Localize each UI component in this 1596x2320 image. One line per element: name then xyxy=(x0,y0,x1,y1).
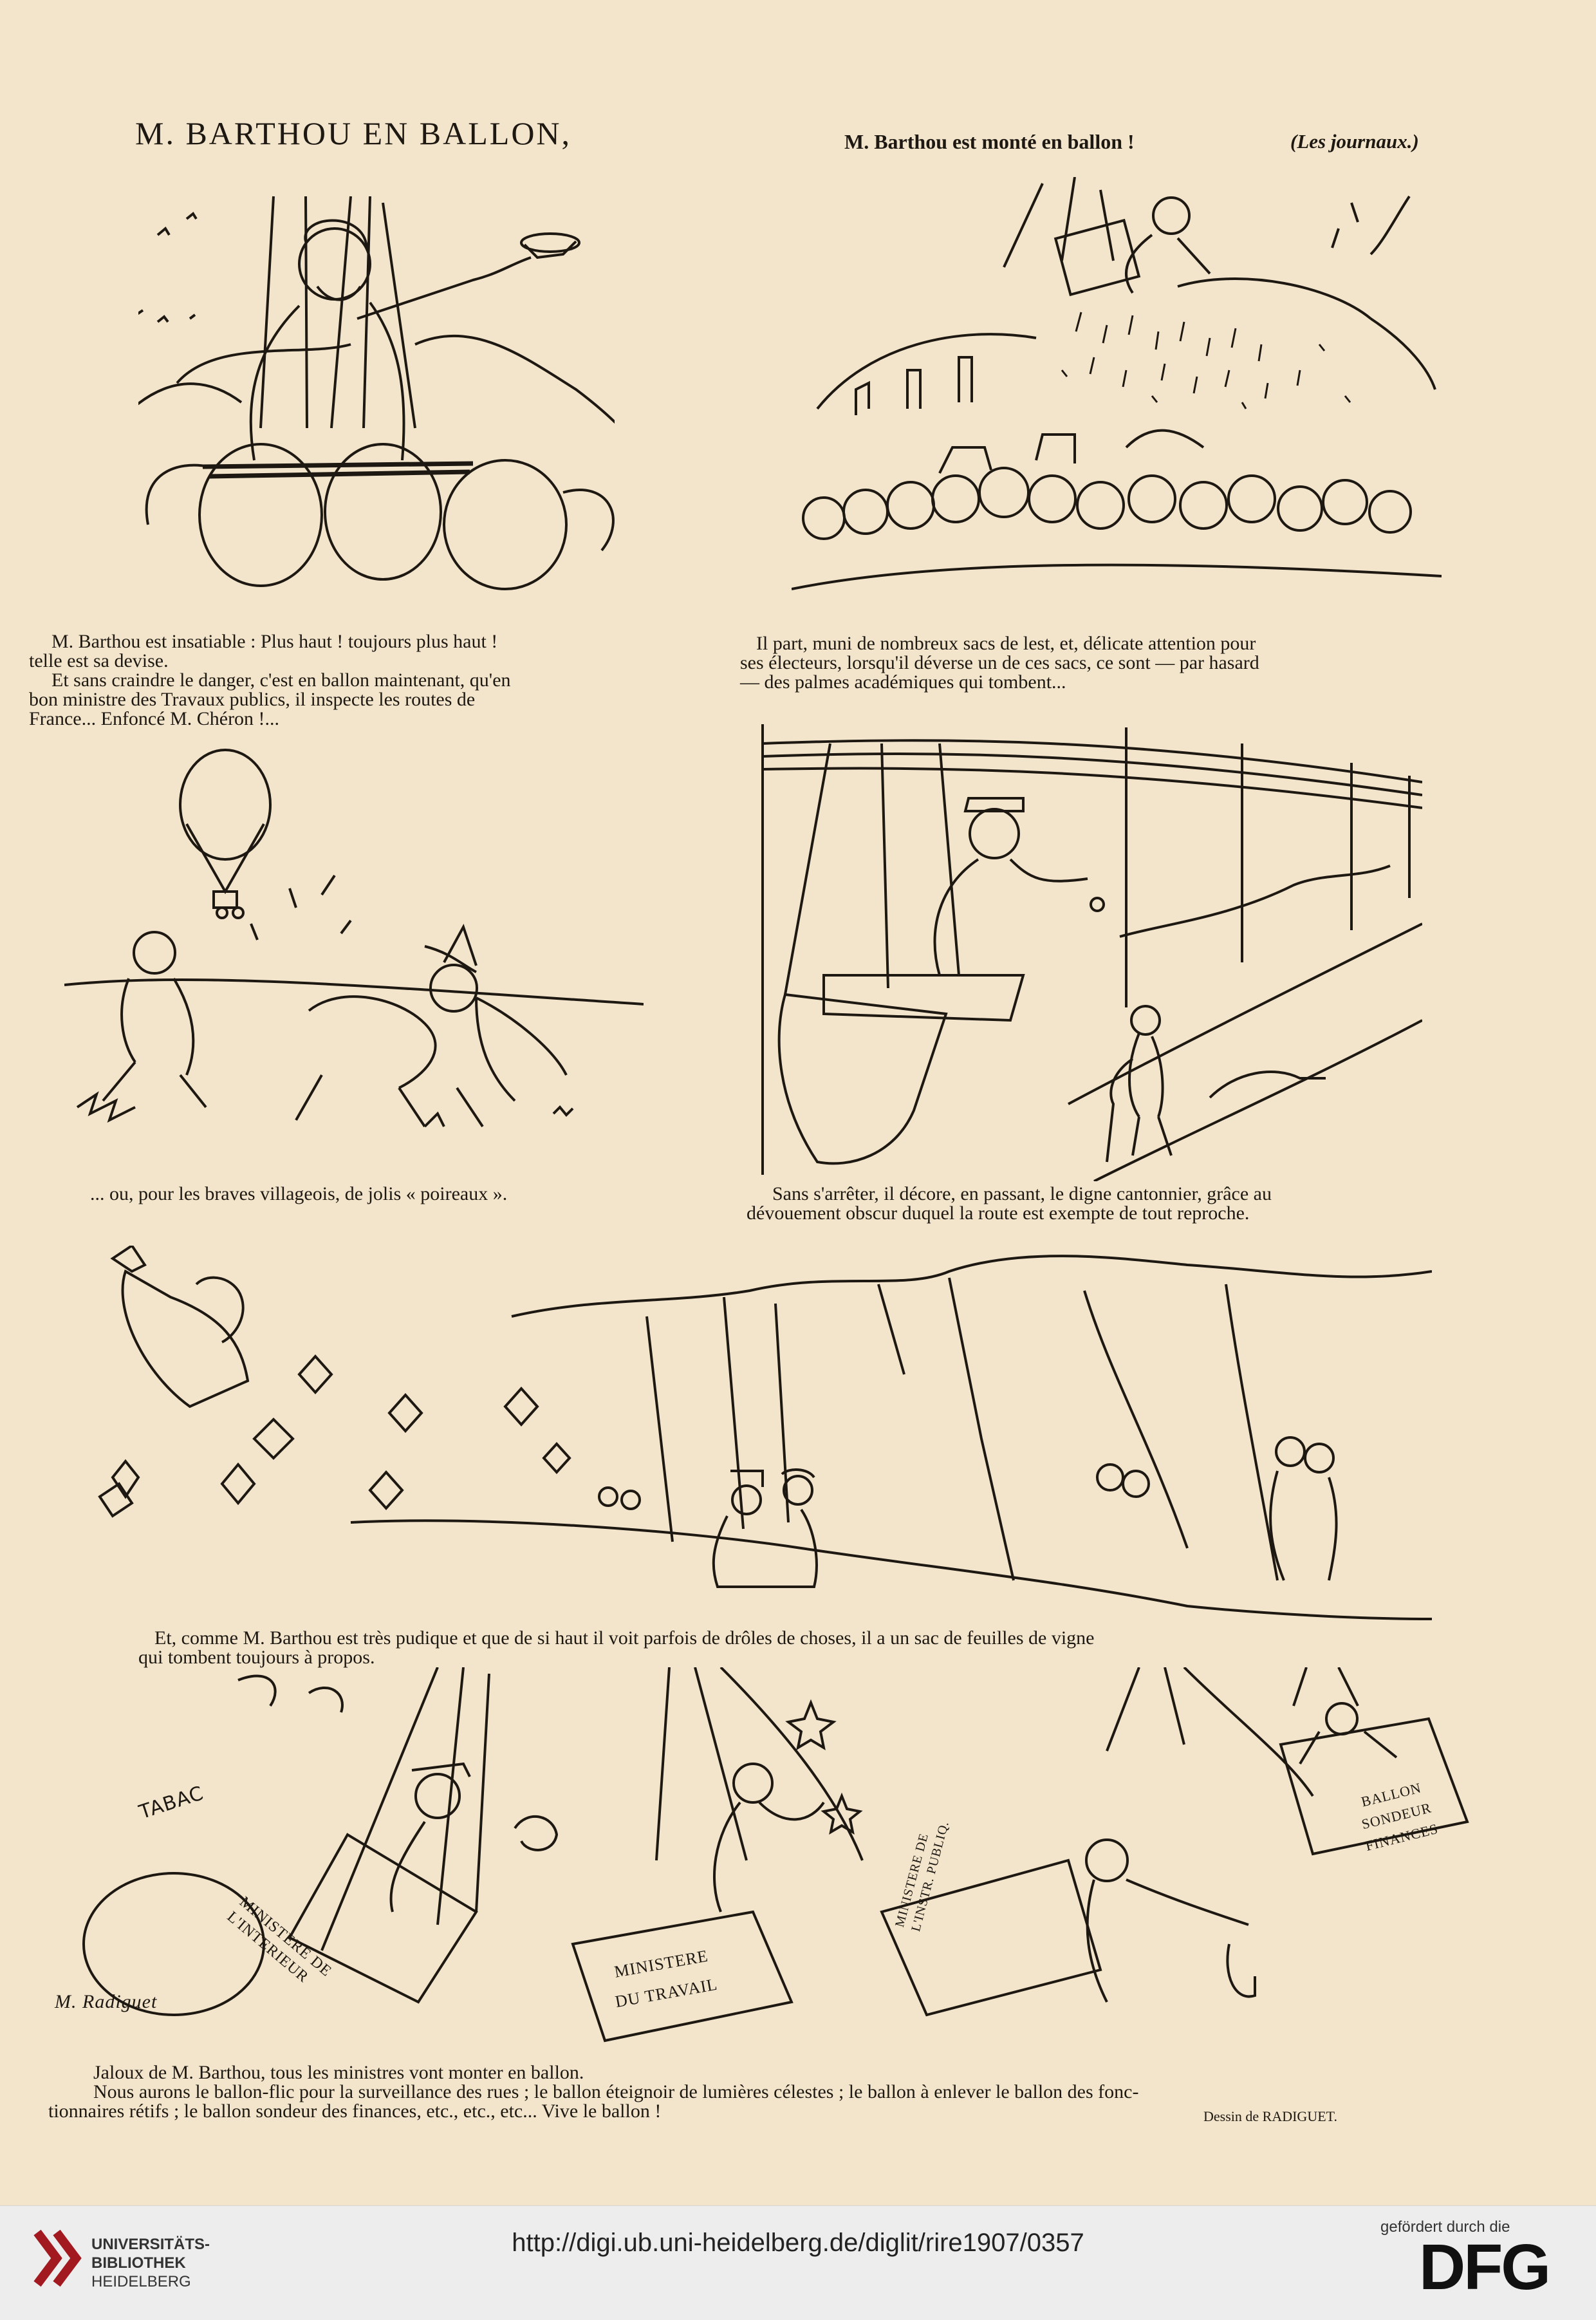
caption-panel-2 xyxy=(740,634,1403,692)
dfg-logo[interactable]: DFG xyxy=(1419,2231,1550,2303)
caption-line: Nous aurons le ballon-flic pour la surveillance des rues ; le ballon éteignoir de lumières célestes ; le ballon à enlever le ballon des fonc- xyxy=(93,2081,1139,2102)
illustration-ministers-balloons xyxy=(77,1667,1480,2066)
caption-line: Il part, muni de nombreux sacs de lest, et, délicate attention pour xyxy=(756,633,1256,654)
illustration-road-cantonnier xyxy=(747,718,1422,1181)
caption-panel-3: ... ou, pour les braves villageois, de jolis « poireaux ». xyxy=(90,1183,508,1204)
caption-line: Jaloux de M. Barthou, tous les ministres vont monter en ballon. xyxy=(93,2062,584,2083)
university-name-line: BIBLIOTHEK xyxy=(91,2254,186,2272)
caption-panel-6 xyxy=(48,2063,1403,2121)
artist-signature: M. Radiguet xyxy=(55,1991,158,2012)
illustration-fig-leaves xyxy=(93,1246,1432,1625)
caption-line: Sans s'arrêter, il décore, en passant, le digne cantonnier, grâce au xyxy=(772,1183,1272,1204)
funded-by-label: gefördert durch die xyxy=(1380,2218,1510,2236)
caption-panel-5 xyxy=(138,1629,1425,1667)
illustration-palms-crowd xyxy=(792,177,1442,602)
caption-panel-4 xyxy=(747,1184,1419,1223)
drawing-credit: Dessin de RADIGUET. xyxy=(1203,2108,1337,2124)
label-ministere-travail: MINISTERE DU TRAVAIL xyxy=(613,1946,719,2012)
caption-panel-1 xyxy=(29,632,669,729)
caption-line: qui tombent toujours à propos. xyxy=(138,1647,375,1668)
university-name-line: HEIDELBERG xyxy=(91,2273,191,2290)
caption-line: France... Enfoncé M. Chéron !... xyxy=(29,708,280,729)
illustration-villagers xyxy=(64,740,644,1152)
university-name-line: UNIVERSITÄTS- xyxy=(91,2236,210,2253)
viewer-footer xyxy=(0,2205,1596,2320)
permalink-url[interactable]: http://digi.ub.uni-heidelberg.de/diglit/rire1907/0357 xyxy=(512,2229,1084,2257)
caption-line: Et sans craindre le danger, c'est en ballon maintenant, qu'en xyxy=(51,669,511,691)
caption-line: tionnaires rétifs ; le ballon sondeur des finances, etc., etc., etc... Vive le ballon ! xyxy=(48,2100,662,2122)
caption-line: telle est sa devise. xyxy=(29,650,169,671)
page-subtitle: M. Barthou est monté en ballon ! xyxy=(844,130,1135,153)
caption-line: ses électeurs, lorsqu'il déverse un de ces sacs, ce sont — par hasard xyxy=(740,652,1259,673)
source-note: (Les journaux.) xyxy=(1290,130,1419,153)
page-title: M. BARTHOU EN BALLON, xyxy=(135,115,572,151)
caption-line: Et, comme M. Barthou est très pudique et que de si haut il voit parfois de drôles de choses, il a un sac de feuilles de vigne xyxy=(154,1627,1095,1649)
caption-line: M. Barthou est insatiable : Plus haut ! toujours plus haut ! xyxy=(51,631,498,652)
caption-line: — des palmes académiques qui tombent... xyxy=(740,671,1066,693)
caption-line: bon ministre des Travaux publics, il inspecte les routes de xyxy=(29,689,476,710)
label-ministere-instruction: MINISTERE DE L'INSTR. PUBLIQ. xyxy=(892,1819,952,1933)
label-ministere-interieur: MINISTERE DE L'INTERIEUR xyxy=(223,1893,335,1987)
caption-line: dévouement obscur duquel la route est exempte de tout reproche. xyxy=(747,1202,1250,1224)
label-ballon-sondeur-finances: BALLON SONDEUR FINANCES xyxy=(1359,1779,1440,1854)
illustration-barthou-balloon xyxy=(138,190,615,621)
label-tabac: TABAC xyxy=(136,1782,207,1824)
